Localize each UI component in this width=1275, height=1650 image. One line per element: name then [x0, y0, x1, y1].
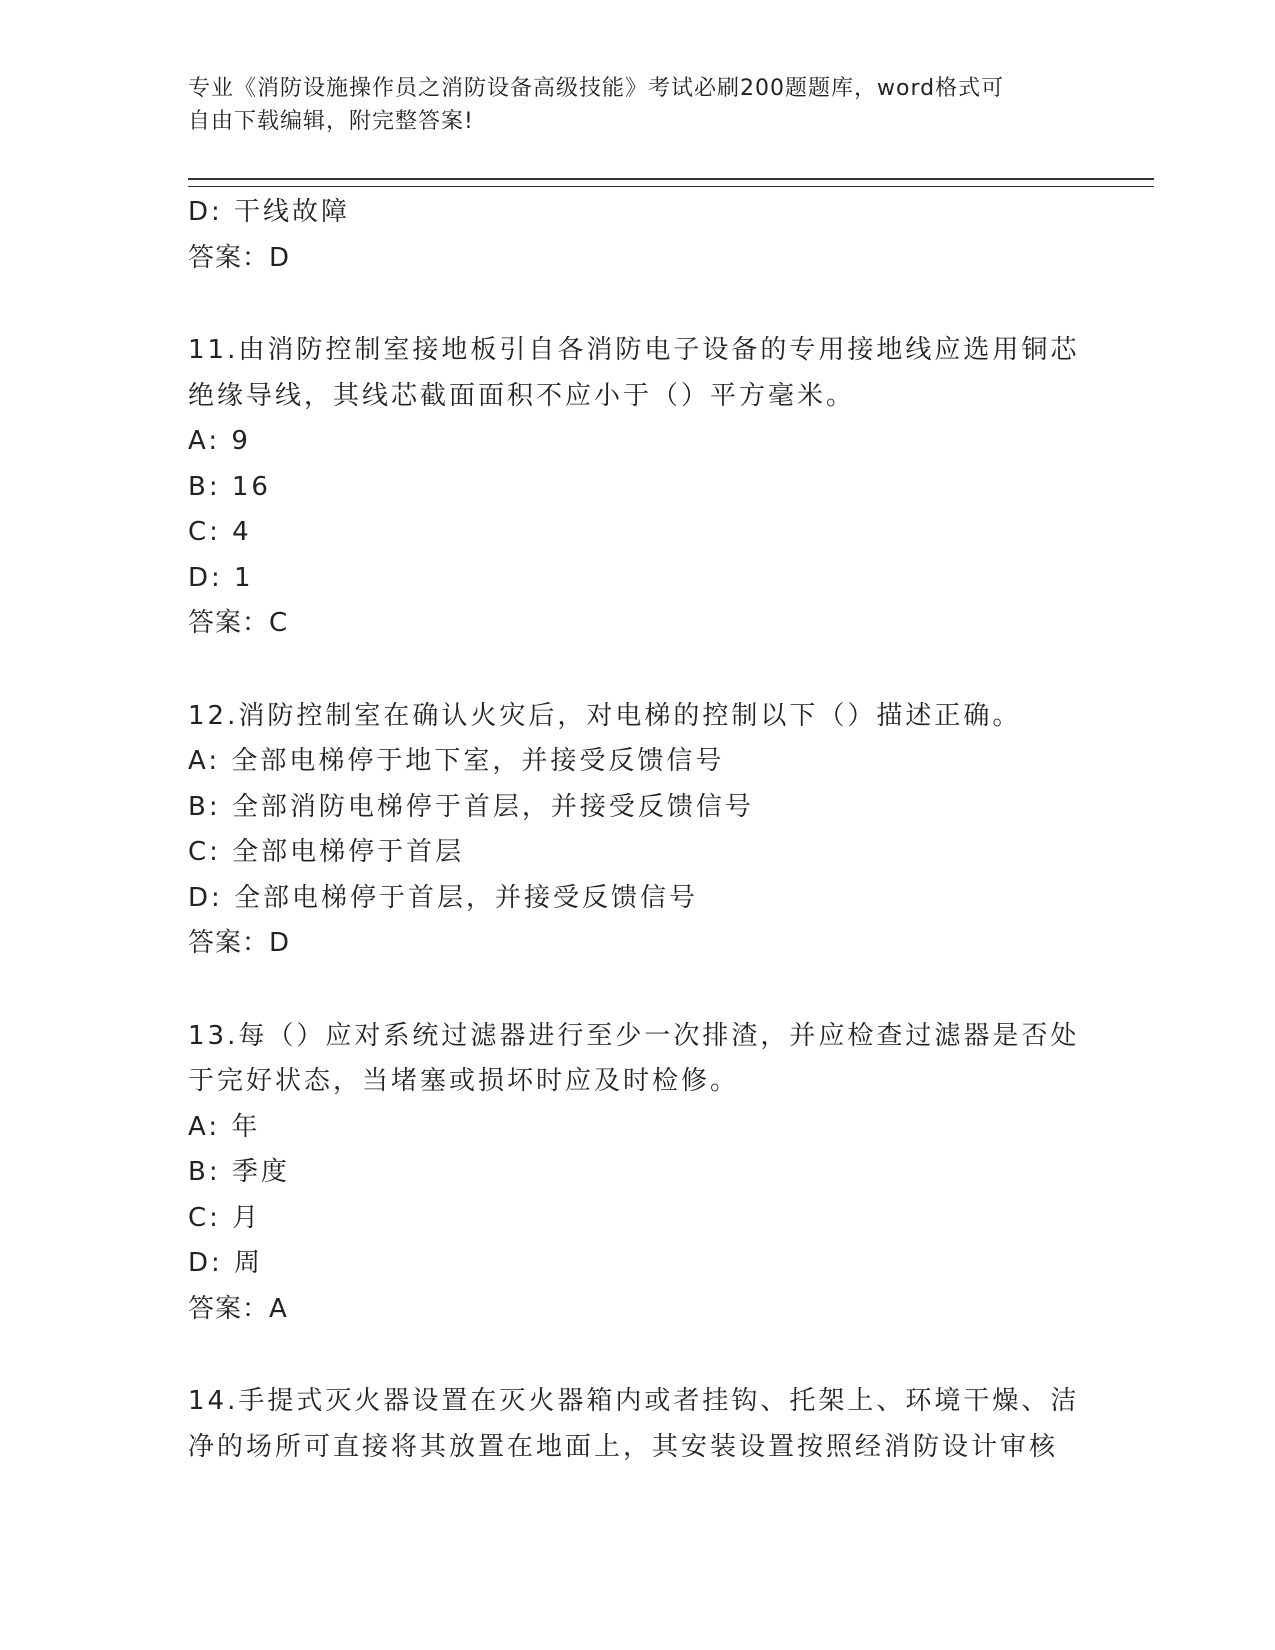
option-a: A: 9: [188, 426, 251, 456]
option-d: D: 全部电梯停于首层，并接受反馈信号: [188, 882, 699, 913]
spacer: [188, 967, 1088, 1014]
option-b: B: 全部消防电梯停于首层，并接受反馈信号: [188, 791, 754, 822]
question-stem: 14.手提式灭火器设置在灭火器箱内或者挂钩、托架上、环境干燥、洁: [188, 1386, 1080, 1416]
option-d: D: 1: [188, 562, 254, 593]
spacer: [188, 281, 1088, 328]
question-stem: 净的场所可直接将其放置在地面上，其安装设置按照经消防设计审核: [188, 1431, 1059, 1462]
option-a: A: 年: [188, 1111, 261, 1142]
spacer: [188, 647, 1088, 694]
question-11: [188, 328, 1088, 647]
option-c: C: 4: [188, 517, 252, 547]
question-13: [188, 1014, 1088, 1333]
option-a: A: 全部电梯停于地下室，并接受反馈信号: [188, 746, 725, 776]
question-14: [188, 1379, 1088, 1470]
spacer: [188, 1332, 1088, 1379]
question-12: [188, 694, 1088, 967]
answer: 答案：C: [188, 608, 289, 638]
answer: 答案：A: [188, 1293, 288, 1324]
prev-answer: 答案：D: [188, 242, 291, 273]
answer: 答案：D: [188, 928, 291, 958]
option-b: B: 季度: [188, 1157, 290, 1187]
question-stem: 绝缘导线，其线芯截面面积不应小于（）平方毫米。: [188, 380, 856, 411]
option-c: C: 月: [188, 1202, 262, 1233]
document-header: [188, 72, 1088, 138]
header-line-2: 自由下载编辑，附完整答案!: [188, 109, 474, 134]
option-b: B: 16: [188, 471, 271, 502]
question-list: [188, 190, 1088, 1470]
header-line-1: 专业《消防设施操作员之消防设备高级技能》考试必刷200题题库，word格式可: [188, 76, 1005, 101]
option-d: D: 周: [188, 1248, 264, 1278]
header-divider: [188, 178, 1154, 187]
question-stem: 12.消防控制室在确认火灾后，对电梯的控制以下（）描述正确。: [188, 700, 1022, 731]
prev-option-d: D: 干线故障: [188, 197, 351, 227]
option-c: C: 全部电梯停于首层: [188, 837, 465, 867]
question-stem: 11.由消防控制室接地板引自各消防电子设备的专用接地线应选用铜芯: [188, 335, 1080, 365]
question-stem: 13.每（）应对系统过滤器进行至少一次排渣，并应检查过滤器是否处: [188, 1020, 1080, 1051]
question-stem: 于完好状态，当堵塞或损坏时应及时检修。: [188, 1066, 740, 1096]
